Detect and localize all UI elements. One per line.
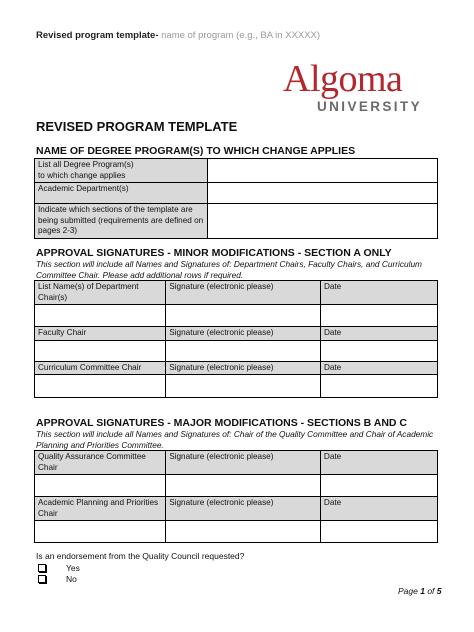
- academic-planning-signature-field[interactable]: [166, 521, 321, 543]
- option-yes-label: Yes: [66, 563, 80, 573]
- table-row: [35, 521, 438, 543]
- logo-wordmark: Algoma: [283, 58, 403, 100]
- document-header: [36, 30, 320, 41]
- logo-subtitle: UNIVERSITY: [317, 99, 423, 114]
- endorsement-question: Is an endorsement from the Quality Council requested?: [36, 551, 245, 561]
- academic-planning-name-field[interactable]: [35, 521, 166, 543]
- signature-label: Signature (electronic please): [166, 451, 321, 475]
- option-yes[interactable]: [38, 563, 80, 573]
- page-current: 1: [420, 586, 425, 596]
- quality-assurance-name-field[interactable]: [35, 475, 166, 497]
- section-major-title: APPROVAL SIGNATURES - MAJOR MODIFICATIONS - SECTIONS B AND C: [36, 417, 408, 429]
- degree-programs-label: List all Degree Program(s) to which change applies: [35, 159, 208, 183]
- checkbox-icon[interactable]: [38, 564, 46, 572]
- signature-label: Signature (electronic please): [166, 361, 321, 375]
- table-row: [35, 159, 438, 183]
- table-row: [35, 204, 438, 239]
- page-number: [398, 586, 442, 596]
- header-label: Revised program template-: [36, 30, 159, 41]
- section-major-note: This section will include all Names and Signatures of: Chair of the Quality Committee and Chair of Academic Planning and Priorities Committee.: [36, 429, 434, 450]
- dept-chair-name-field[interactable]: [35, 305, 166, 327]
- curriculum-chair-name-field[interactable]: [35, 375, 166, 398]
- table-row: [35, 497, 438, 521]
- dept-chair-date-field[interactable]: [320, 305, 437, 327]
- faculty-chair-name-field[interactable]: [35, 340, 166, 361]
- section-minor-note: This section will include all Names and Signatures of: Department Chairs, Faculty Chairs, and Curriculum Committee Chair. Please add additional rows if required.: [36, 259, 422, 280]
- option-no[interactable]: [38, 574, 77, 584]
- sections-submitted-label: Indicate which sections of the template are being submitted (requirements are defined on pages 2-3): [35, 204, 208, 239]
- table-row: [35, 451, 438, 475]
- table-row: [35, 281, 438, 305]
- major-signatures-table: [34, 450, 438, 543]
- degree-programs-field[interactable]: [208, 159, 438, 183]
- academic-planning-chair-label: Academic Planning and Priorities Chair: [35, 497, 166, 521]
- academic-planning-date-field[interactable]: [320, 521, 437, 543]
- table-row: [35, 375, 438, 398]
- curriculum-chair-label: Curriculum Committee Chair: [35, 361, 166, 375]
- page-prefix: Page: [398, 586, 421, 596]
- algoma-university-logo: [283, 60, 435, 114]
- date-label: Date: [320, 451, 437, 475]
- table-row: [35, 475, 438, 497]
- section-degree-title: NAME OF DEGREE PROGRAM(S) TO WHICH CHANGE APPLIES: [36, 145, 356, 157]
- section-minor-title: APPROVAL SIGNATURES - MINOR MODIFICATIONS - SECTION A ONLY: [36, 247, 392, 259]
- page-of: of: [424, 586, 437, 596]
- table-row: [35, 305, 438, 327]
- table-row: [35, 340, 438, 361]
- signature-label: Signature (electronic please): [166, 327, 321, 341]
- sections-submitted-field[interactable]: [208, 204, 438, 239]
- quality-assurance-date-field[interactable]: [320, 475, 437, 497]
- faculty-chair-signature-field[interactable]: [166, 340, 321, 361]
- signature-label: Signature (electronic please): [166, 281, 321, 305]
- table-row: [35, 361, 438, 375]
- signature-label: Signature (electronic please): [166, 497, 321, 521]
- table-row: [35, 183, 438, 204]
- table-row: [35, 327, 438, 341]
- dept-chair-label: List Name(s) of Department Chair(s): [35, 281, 166, 305]
- curriculum-chair-signature-field[interactable]: [166, 375, 321, 398]
- date-label: Date: [320, 497, 437, 521]
- dept-chair-signature-field[interactable]: [166, 305, 321, 327]
- faculty-chair-date-field[interactable]: [320, 340, 437, 361]
- date-label: Date: [320, 327, 437, 341]
- date-label: Date: [320, 361, 437, 375]
- checkbox-icon[interactable]: [38, 575, 46, 583]
- program-name-placeholder[interactable]: name of program (e.g., BA in XXXXX): [158, 30, 321, 41]
- document-title: REVISED PROGRAM TEMPLATE: [36, 119, 238, 134]
- faculty-chair-label: Faculty Chair: [35, 327, 166, 341]
- degree-program-table: [34, 158, 438, 239]
- page-total: 5: [436, 586, 442, 596]
- option-no-label: No: [66, 574, 77, 584]
- quality-assurance-chair-label: Quality Assurance Committee Chair: [35, 451, 166, 475]
- curriculum-chair-date-field[interactable]: [320, 375, 437, 398]
- academic-department-field[interactable]: [208, 183, 438, 204]
- academic-department-label: Academic Department(s): [35, 183, 208, 204]
- minor-signatures-table: [34, 280, 438, 398]
- date-label: Date: [320, 281, 437, 305]
- quality-assurance-signature-field[interactable]: [166, 475, 321, 497]
